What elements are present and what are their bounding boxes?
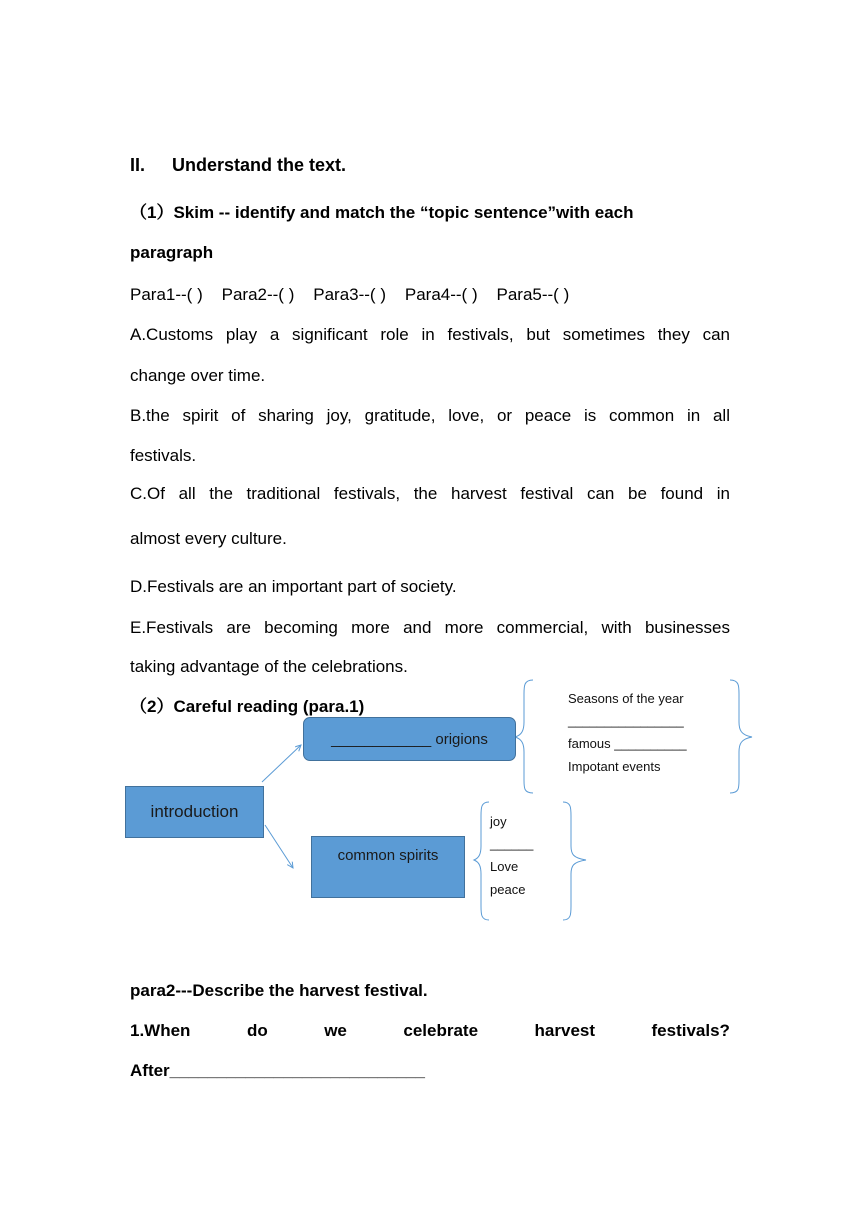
option-e-line2: taking advantage of the celebrations.: [130, 657, 408, 676]
option-e-line1: E.Festivals are becoming more and more commercial, with businesses: [130, 618, 730, 637]
question-word: harvest: [534, 1021, 596, 1040]
paragraph-answer-slots: Para1--( ) Para2--( ) Para3--( ) Para4--( ) Para5--( ): [130, 285, 570, 304]
option-b-line1: B.the spirit of sharing joy, gratitude, love, or peace is common in all: [130, 406, 730, 425]
origins-item: Seasons of the year: [568, 691, 684, 706]
skim-heading-continued: paragraph: [130, 243, 214, 262]
spirits-item: peace: [490, 882, 526, 897]
option-a-line2: change over time.: [130, 366, 266, 385]
common-spirits-label: common spirits: [337, 847, 439, 864]
option-d: D.Festivals are an important part of society.: [130, 577, 457, 596]
para2-heading: para2---Describe the harvest festival.: [130, 981, 428, 1000]
common-spirits-box: [311, 836, 465, 898]
section-title: Understand the text.: [172, 155, 347, 175]
spirits-right-brace: [563, 802, 586, 920]
spirits-item: Love: [490, 859, 519, 874]
section-number: II.: [130, 155, 146, 175]
question-1-answer-blank: After___________________________: [130, 1061, 425, 1080]
skim-heading: （1）Skim -- identify and match the “topic sentence”with each: [130, 203, 634, 222]
origins-item: famous __________: [568, 736, 687, 751]
question-word: festivals?: [651, 1021, 730, 1040]
option-a-line1: A.Customs play a significant role in festivals, but sometimes they can: [130, 325, 730, 344]
question-word: do: [246, 1021, 268, 1040]
question-word: 1.When: [130, 1021, 191, 1040]
question-word: we: [324, 1021, 347, 1040]
origins-left-brace: [515, 680, 533, 793]
arrow-to-origins: [262, 745, 301, 782]
option-b-line2: festivals.: [130, 446, 197, 465]
option-c-line2: almost every culture.: [130, 529, 287, 548]
question-word: celebrate: [403, 1021, 479, 1040]
origins-box: [303, 717, 516, 761]
origins-item: Impotant events: [568, 759, 661, 774]
careful-reading-heading: （2）Careful reading (para.1): [130, 697, 365, 716]
spirits-left-brace: [474, 802, 489, 920]
origins-label: ____________ origions: [331, 730, 488, 748]
option-c-line1: C.Of all the traditional festivals, the harvest festival can be found in: [130, 484, 730, 503]
introduction-label: introduction: [150, 802, 239, 821]
origins-item: ________________: [568, 713, 684, 728]
spirits-item: ______: [490, 836, 534, 851]
introduction-box: [125, 786, 264, 838]
spirits-item: joy: [490, 814, 507, 829]
arrow-to-spirits: [265, 825, 293, 868]
origins-right-brace: [730, 680, 752, 793]
question-1: [130, 1021, 730, 1041]
